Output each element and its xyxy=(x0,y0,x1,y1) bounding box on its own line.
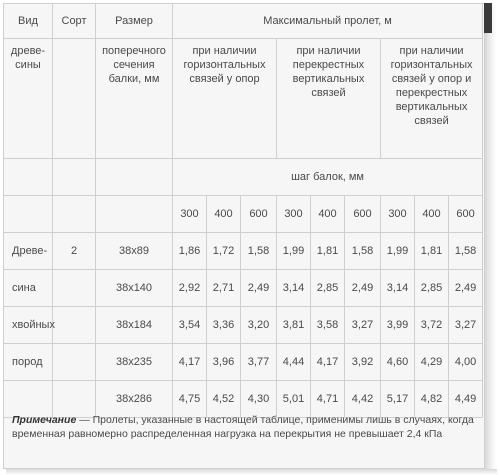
header-group-both: при наличии горизонтальных связей у опор и перекрестных вертикальных связей xyxy=(381,39,483,159)
row-size: 38x235 xyxy=(96,344,173,381)
span-value: 3,20 xyxy=(241,307,277,344)
row-vid: Древе- xyxy=(4,233,53,270)
span-value: 3,92 xyxy=(345,344,381,381)
cell-empty xyxy=(96,159,173,196)
table-row xyxy=(4,233,483,270)
span-value: 4,71 xyxy=(311,381,345,418)
step-value: 600 xyxy=(345,196,381,233)
edge-mark xyxy=(484,3,492,33)
span-value: 4,75 xyxy=(173,381,207,418)
table-note xyxy=(12,414,478,441)
span-value: 2,49 xyxy=(345,270,381,307)
span-table xyxy=(3,3,483,418)
row-size: 38x140 xyxy=(96,270,173,307)
step-value: 400 xyxy=(311,196,345,233)
step-value: 400 xyxy=(207,196,241,233)
frame-shadow-bottom xyxy=(6,469,497,475)
header-razmer: Размер xyxy=(96,4,173,39)
span-value: 5,17 xyxy=(381,381,415,418)
note-text: — Пролеты, указанные в настоящей таблице, применимы лишь в случаях, когда временная равномерно распределенная нагрузка на перекрытия не превышает 2,4 кПа xyxy=(12,414,474,440)
span-value: 1,99 xyxy=(381,233,415,270)
row-sort: 2 xyxy=(53,233,96,270)
span-value: 4,49 xyxy=(449,381,483,418)
cell-empty xyxy=(96,196,173,233)
span-value: 3,54 xyxy=(173,307,207,344)
span-value: 1,58 xyxy=(241,233,277,270)
span-value: 5,01 xyxy=(277,381,311,418)
span-value: 3,81 xyxy=(277,307,311,344)
header-sort-cont xyxy=(53,39,96,159)
span-value: 4,29 xyxy=(415,344,449,381)
span-value: 2,49 xyxy=(449,270,483,307)
span-value: 2,92 xyxy=(173,270,207,307)
header-vid: Вид xyxy=(4,4,53,39)
span-value: 2,71 xyxy=(207,270,241,307)
span-value: 4,17 xyxy=(311,344,345,381)
table-row xyxy=(4,344,483,381)
cell-empty xyxy=(53,159,96,196)
span-value: 3,72 xyxy=(415,307,449,344)
span-value: 4,60 xyxy=(381,344,415,381)
header-group-vertical: при наличии перекрестных вертикальных связей xyxy=(277,39,381,159)
span-value: 3,14 xyxy=(277,270,311,307)
span-value: 1,58 xyxy=(345,233,381,270)
span-value: 4,17 xyxy=(173,344,207,381)
row-vid: пород xyxy=(4,344,53,381)
header-razmer-cont: поперечного сечения балки, мм xyxy=(96,39,173,159)
span-value: 3,58 xyxy=(311,307,345,344)
row-vid: сина xyxy=(4,270,53,307)
span-value: 2,85 xyxy=(415,270,449,307)
span-value: 1,58 xyxy=(449,233,483,270)
span-value: 4,00 xyxy=(449,344,483,381)
table-row xyxy=(4,307,483,344)
span-value: 3,96 xyxy=(207,344,241,381)
step-value: 600 xyxy=(241,196,277,233)
span-value: 1,81 xyxy=(415,233,449,270)
span-value: 3,27 xyxy=(345,307,381,344)
row-sort xyxy=(53,344,96,381)
span-value: 3,36 xyxy=(207,307,241,344)
span-value: 4,82 xyxy=(415,381,449,418)
row-vid xyxy=(4,381,53,418)
row-vid: хвойных xyxy=(4,307,53,344)
cell-empty xyxy=(4,196,53,233)
header-vid-cont: древе- сины xyxy=(4,39,53,159)
row-size: 38x89 xyxy=(96,233,173,270)
header-sort: Сорт xyxy=(53,4,96,39)
note-label: Примечание xyxy=(12,414,77,426)
span-value: 4,42 xyxy=(345,381,381,418)
row-size: 38x286 xyxy=(96,381,173,418)
span-value: 2,85 xyxy=(311,270,345,307)
step-value: 400 xyxy=(415,196,449,233)
span-value: 1,72 xyxy=(207,233,241,270)
span-value: 3,14 xyxy=(381,270,415,307)
header-group-horizontal: при наличии горизонтальных связей у опор xyxy=(173,39,277,159)
header-beam-step: шаг балок, мм xyxy=(173,159,483,196)
span-value: 4,52 xyxy=(207,381,241,418)
row-sort xyxy=(53,270,96,307)
frame-shadow-right xyxy=(485,6,497,472)
step-value: 300 xyxy=(173,196,207,233)
span-value: 1,81 xyxy=(311,233,345,270)
cell-empty xyxy=(4,159,53,196)
span-value: 2,49 xyxy=(241,270,277,307)
row-sort xyxy=(53,381,96,418)
span-value: 3,27 xyxy=(449,307,483,344)
span-value: 3,99 xyxy=(381,307,415,344)
span-value: 3,77 xyxy=(241,344,277,381)
step-value: 600 xyxy=(449,196,483,233)
span-value: 1,86 xyxy=(173,233,207,270)
table-row xyxy=(4,381,483,418)
span-value: 4,44 xyxy=(277,344,311,381)
row-sort xyxy=(53,307,96,344)
span-value: 1,99 xyxy=(277,233,311,270)
table-row xyxy=(4,270,483,307)
step-value: 300 xyxy=(381,196,415,233)
step-value: 300 xyxy=(277,196,311,233)
header-max-span: Максимальный пролет, м xyxy=(173,4,483,39)
span-value: 4,30 xyxy=(241,381,277,418)
cell-empty xyxy=(53,196,96,233)
row-size: 38x184 xyxy=(96,307,173,344)
